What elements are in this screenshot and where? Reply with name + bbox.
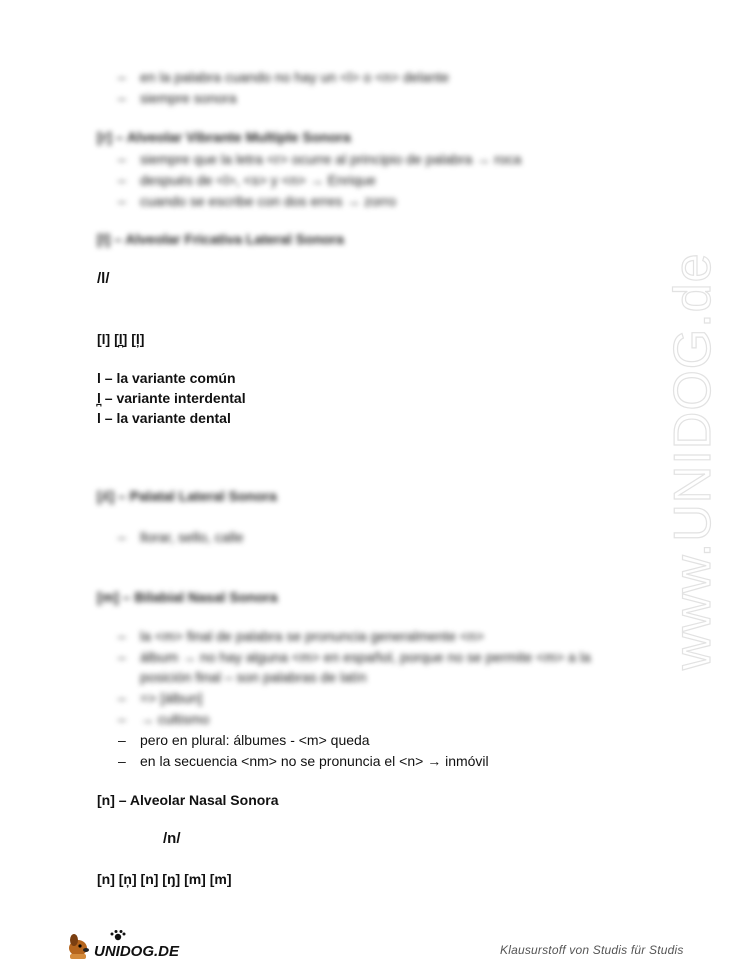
bullet-item: – después de <l>, <s> y <n> → Enrique xyxy=(118,172,376,188)
section-heading: [l] – Alveolar Fricativa Lateral Sonora xyxy=(97,231,344,247)
bullet-item: – en la secuencia <nm> no se pronuncia el <n> → inmóvil xyxy=(118,753,489,769)
dog-mascot-icon xyxy=(69,934,89,959)
watermark xyxy=(628,250,738,680)
phoneme-l: /l/ xyxy=(97,270,110,287)
bullet-item: – => [álbun] xyxy=(118,690,203,706)
bullet-item: – pero en plural: álbumes - <m> queda xyxy=(118,732,370,748)
variant-line: l – la variante dental xyxy=(97,410,231,426)
variant-line: l – la variante común xyxy=(97,370,236,386)
bullet-item: – siempre sonora xyxy=(118,90,237,106)
bullet-item: – llorar, sello, calle xyxy=(118,529,244,545)
section-heading: [ʎ] – Palatal Lateral Sonora xyxy=(97,488,277,504)
footer-tagline: Klausurstoff von Studis für Studis xyxy=(500,943,684,957)
watermark-text: www.UNIDOG.de xyxy=(664,252,722,670)
bullet-item: – cuando se escribe con dos erres → zorro xyxy=(118,193,397,209)
bullet-item: – la <m> final de palabra se pronuncia generalmente <n> xyxy=(118,628,485,644)
bullet-item: – siempre que la letra <r> ocurre al principio de palabra → roca xyxy=(118,151,522,167)
bullet-item: – álbum → no hay alguna <m> en español, porque no se permite <m> a la xyxy=(118,649,591,665)
bullet-item: – en la palabra cuando no hay un <l> o <n> delante xyxy=(118,69,450,85)
variant-line: l̪ – variante interdental xyxy=(97,390,246,406)
unidog-logo xyxy=(66,928,196,962)
section-heading: [m] – Bilabial Nasal Sonora xyxy=(97,589,278,605)
section-heading: [r] – Alveolar Vibrante Multiple Sonora xyxy=(97,129,351,145)
logo-text: UNIDOG.DE xyxy=(94,943,180,960)
bullet-item: – → cultismo xyxy=(118,711,210,727)
section-heading: [n] – Alveolar Nasal Sonora xyxy=(97,792,279,808)
bullet-continuation: posición final – son palabras de latín xyxy=(140,669,367,685)
allophones-l: [l] [l̪] [l̦] xyxy=(97,331,145,347)
paw-icon xyxy=(111,930,126,940)
allophones-n: [n] [n̦] [n] [ŋ] [m] [m] xyxy=(97,871,232,887)
phoneme-n: /n/ xyxy=(163,830,181,847)
